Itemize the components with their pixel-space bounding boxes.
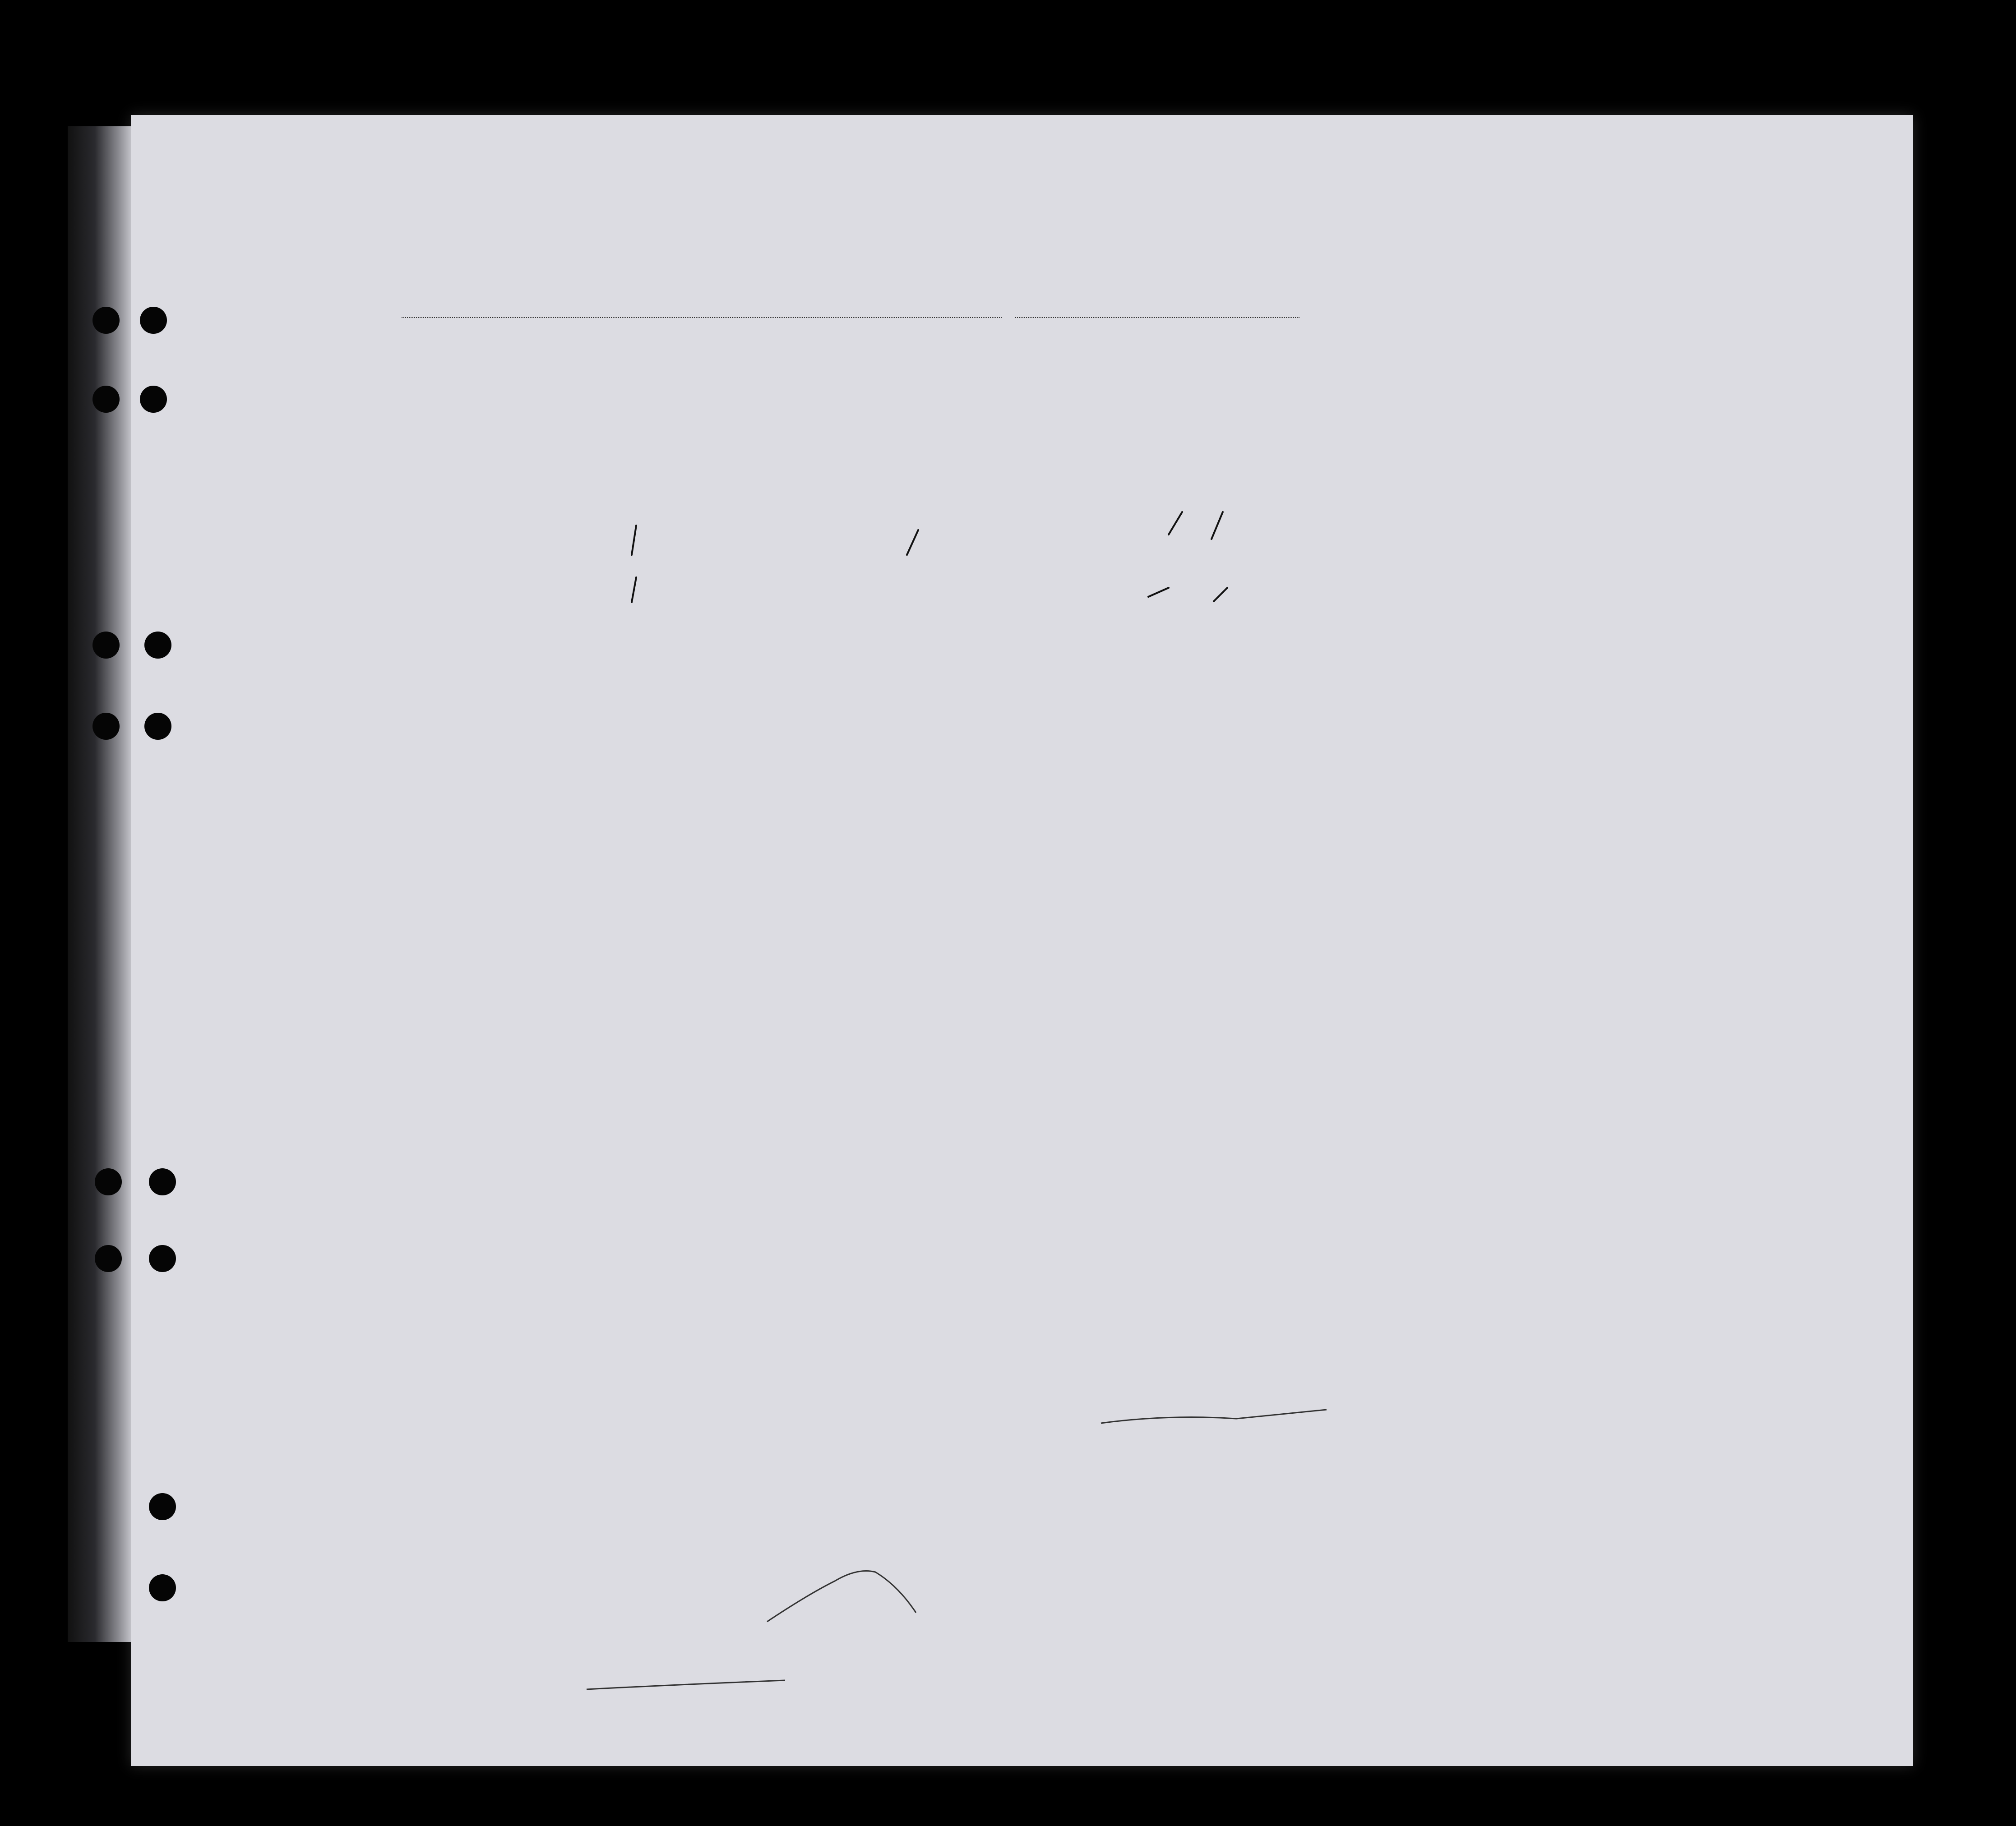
punch-hole — [92, 632, 120, 659]
check-mark — [1148, 588, 1169, 597]
punch-hole — [149, 1493, 176, 1520]
punch-hole — [149, 1245, 176, 1272]
check-mark — [907, 530, 918, 555]
punch-hole — [140, 307, 167, 334]
punch-hole — [149, 1168, 176, 1195]
punch-hole — [149, 1574, 176, 1601]
check-mark — [632, 526, 636, 555]
binder-edge — [68, 126, 135, 1642]
punch-hole — [144, 713, 171, 740]
punch-hole — [95, 1168, 122, 1195]
punch-hole — [92, 307, 120, 334]
check-mark — [1214, 588, 1227, 601]
paper-tear — [1101, 1410, 1327, 1423]
manifest-sheet — [131, 115, 1913, 1766]
paper-tear — [587, 1680, 785, 1689]
check-mark — [1169, 512, 1182, 535]
check-mark — [1211, 512, 1223, 539]
check-mark — [632, 577, 636, 602]
punch-hole — [95, 1245, 122, 1272]
paper-tear — [767, 1571, 916, 1622]
handwritten-check-marks — [131, 115, 1913, 1766]
punch-hole — [92, 713, 120, 740]
punch-hole — [92, 386, 120, 413]
punch-hole — [144, 632, 171, 659]
punch-hole — [140, 386, 167, 413]
